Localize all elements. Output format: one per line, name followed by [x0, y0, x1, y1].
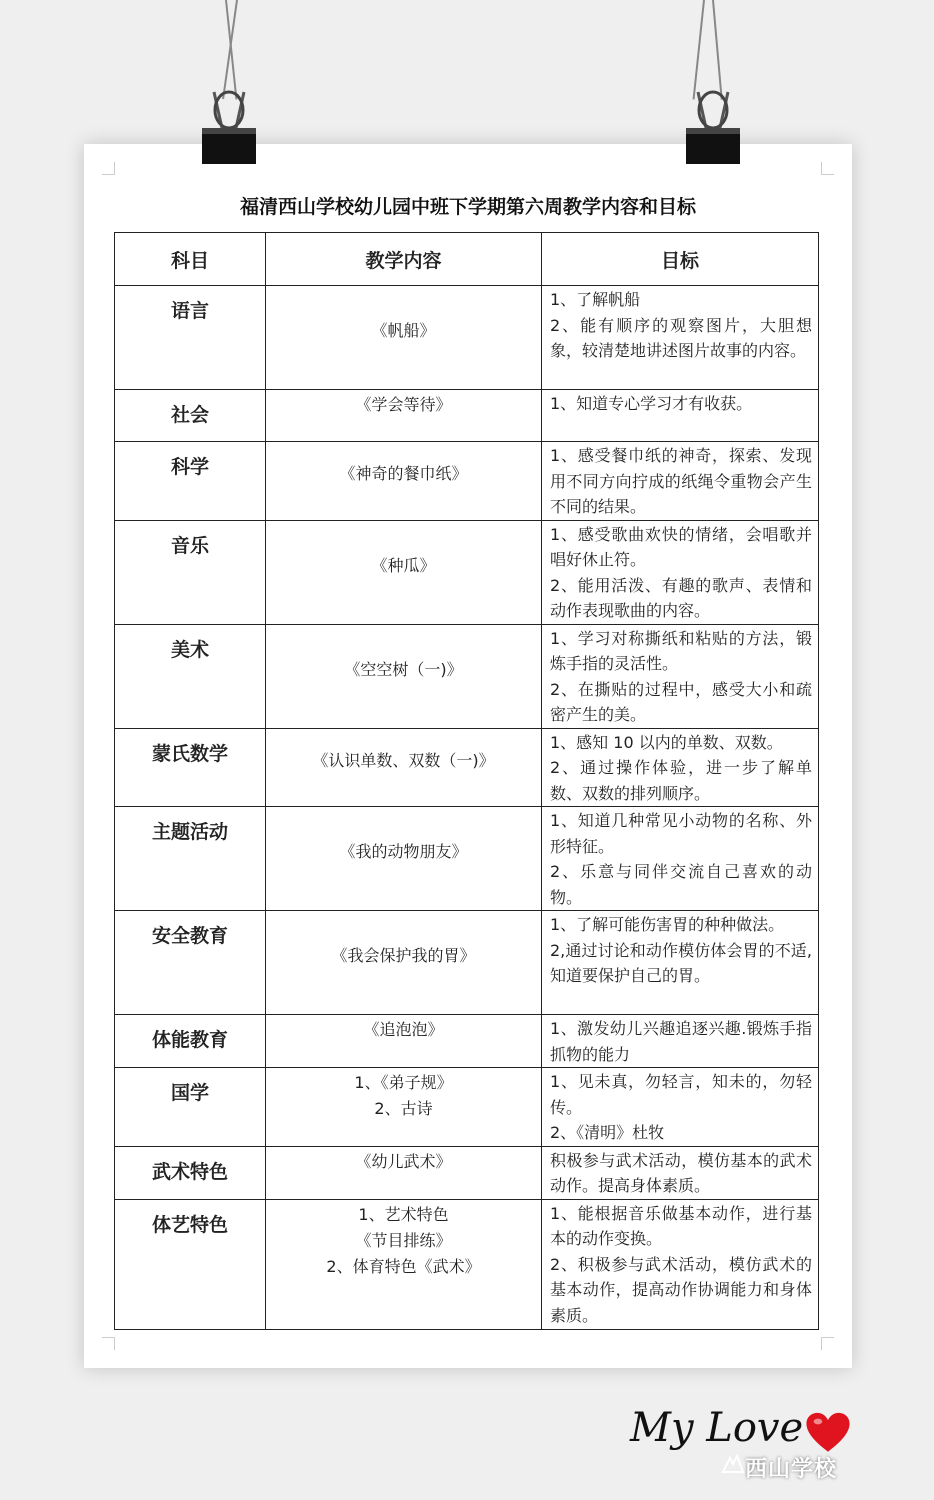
signature-text: My Love [630, 1405, 804, 1451]
corner-mark [821, 162, 834, 175]
content-cell [266, 286, 542, 390]
goal-line: 2、能有顺序的观察图片，大胆想象，较清楚地讲述图片故事的内容。 [550, 315, 812, 360]
goal-cell [542, 624, 819, 728]
binder-clip-left-icon [200, 88, 258, 166]
table-row [115, 442, 819, 521]
goal-line: 1、见未真，勿轻言，知未的，勿轻传。 [550, 1072, 812, 1117]
goal-cell [542, 911, 819, 1015]
goal-line: 1、能根据音乐做基本动作，进行基本的动作变换。 [550, 1203, 812, 1248]
subject-cell: 国学 [115, 1068, 266, 1147]
table-body [115, 286, 819, 1330]
goal-cell [542, 1146, 819, 1199]
subject-cell: 语言 [115, 286, 266, 390]
content-line: 《神奇的餐巾纸》 [339, 464, 468, 483]
content-line: 《我的动物朋友》 [339, 842, 468, 861]
goal-line: 1、了解帆船 [550, 290, 641, 309]
content-line: 1、艺术特色 [358, 1204, 449, 1224]
subject-cell: 音乐 [115, 520, 266, 624]
goal-line: 1、激发幼儿兴趣追逐兴趣.锻炼手指抓物的能力 [550, 1019, 812, 1064]
goal-line: 2、《清明》杜牧 [550, 1123, 665, 1142]
goal-line: 1、感受餐巾纸的神奇，探索、发现用不同方向拧成的纸绳令重物会产生不同的结果。 [550, 446, 812, 516]
goal-cell [542, 1199, 819, 1329]
content-line: 《种瓜》 [371, 555, 436, 575]
content-line: 《我会保护我的胃》 [331, 946, 476, 965]
table-row [115, 520, 819, 624]
goal-cell [542, 286, 819, 390]
header-content: 教学内容 [266, 233, 542, 286]
table-row [115, 807, 819, 911]
goal-line: 1、感知 10 以内的单数、双数。 [550, 732, 783, 752]
content-cell [266, 390, 542, 442]
subject-cell: 美术 [115, 624, 266, 728]
goal-line: 1、了解可能伤害胃的种种做法。 [550, 915, 785, 934]
goal-cell [542, 728, 819, 807]
table-row [115, 390, 819, 442]
header-subject: 科目 [115, 233, 266, 286]
content-cell [266, 1146, 542, 1199]
watermark-text: 西山学校 [745, 1457, 838, 1482]
table-row [115, 1199, 819, 1329]
content-line: 《追泡泡》 [363, 1020, 444, 1039]
content-cell [266, 624, 542, 728]
goal-line: 2、能用活泼、有趣的歌声、表情和动作表现歌曲的内容。 [550, 575, 812, 620]
goal-line: 2,通过讨论和动作模仿体会胃的不适,知道要保护自己的胃。 [550, 940, 812, 985]
table-row [115, 1015, 819, 1068]
schedule-table [114, 232, 819, 1330]
goal-line: 2、通过操作体验，进一步了解单数、双数的排列顺序。 [550, 758, 812, 803]
subject-cell: 蒙氏数学 [115, 728, 266, 807]
heart-icon [805, 1410, 851, 1456]
content-line: 《学会等待》 [355, 395, 452, 414]
subject-cell: 主题活动 [115, 807, 266, 911]
corner-mark [102, 162, 115, 175]
content-line: 2、古诗 [374, 1099, 433, 1118]
table-row [115, 286, 819, 390]
content-line: 《空空树（一)》 [344, 659, 463, 679]
document-title: 福清西山学校幼儿园中班下学期第六周教学内容和目标 [239, 196, 696, 218]
school-logo-icon [720, 1452, 746, 1478]
content-line: 《认识单数、双数（一)》 [312, 750, 495, 770]
header-goal: 目标 [542, 233, 819, 286]
content-cell [266, 442, 542, 521]
content-cell [266, 728, 542, 807]
table-row [115, 911, 819, 1015]
content-cell [266, 911, 542, 1015]
goal-line: 2、乐意与同伴交流自己喜欢的动物。 [550, 862, 812, 907]
subject-cell: 体艺特色 [115, 1199, 266, 1329]
subject-cell: 科学 [115, 442, 266, 521]
goal-line: 积极参与武术活动，模仿基本的武术动作。提高身体素质。 [550, 1150, 812, 1195]
goal-cell [542, 520, 819, 624]
content-line: 2、体育特色《武术》 [326, 1256, 481, 1276]
content-cell [266, 1199, 542, 1329]
goal-cell [542, 1015, 819, 1068]
content-line: 《幼儿武术》 [355, 1151, 452, 1171]
hanging-string-right-2 [693, 0, 705, 100]
content-line: 《节目排练》 [355, 1230, 452, 1250]
goal-line: 1、知道几种常见小动物的名称、外形特征。 [550, 811, 812, 856]
goal-cell [542, 442, 819, 521]
corner-mark [102, 1337, 115, 1350]
content-line: 《帆船》 [371, 321, 436, 340]
goal-line: 1、感受歌曲欢快的情绪，会唱歌并唱好休止符。 [550, 524, 812, 569]
table-row [115, 728, 819, 807]
goal-cell [542, 1068, 819, 1147]
goal-line: 2、在撕贴的过程中，感受大小和疏密产生的美。 [550, 679, 812, 724]
table-row [115, 624, 819, 728]
subject-cell: 体能教育 [115, 1015, 266, 1068]
goal-line: 2、积极参与武术活动，模仿武术的基本动作，提高动作协调能力和身体素质。 [550, 1254, 812, 1325]
content-cell [266, 807, 542, 911]
binder-clip-right-icon [684, 88, 742, 166]
content-cell [266, 1068, 542, 1147]
subject-cell: 安全教育 [115, 911, 266, 1015]
table-row [115, 1068, 819, 1147]
table-header-row [115, 233, 819, 286]
table-row [115, 1146, 819, 1199]
content-cell [266, 1015, 542, 1068]
subject-cell: 社会 [115, 390, 266, 442]
goal-line: 1、知道专心学习才有收获。 [550, 394, 753, 413]
hanging-string-right [712, 0, 723, 100]
content-line: 1、《弟子规》 [354, 1073, 453, 1092]
goal-line: 1、学习对称撕纸和粘贴的方法，锻炼手指的灵活性。 [550, 628, 812, 673]
goal-cell [542, 390, 819, 442]
paper-sheet [84, 144, 852, 1368]
content-cell [266, 520, 542, 624]
corner-mark [821, 1337, 834, 1350]
subject-cell: 武术特色 [115, 1146, 266, 1199]
goal-cell [542, 807, 819, 911]
